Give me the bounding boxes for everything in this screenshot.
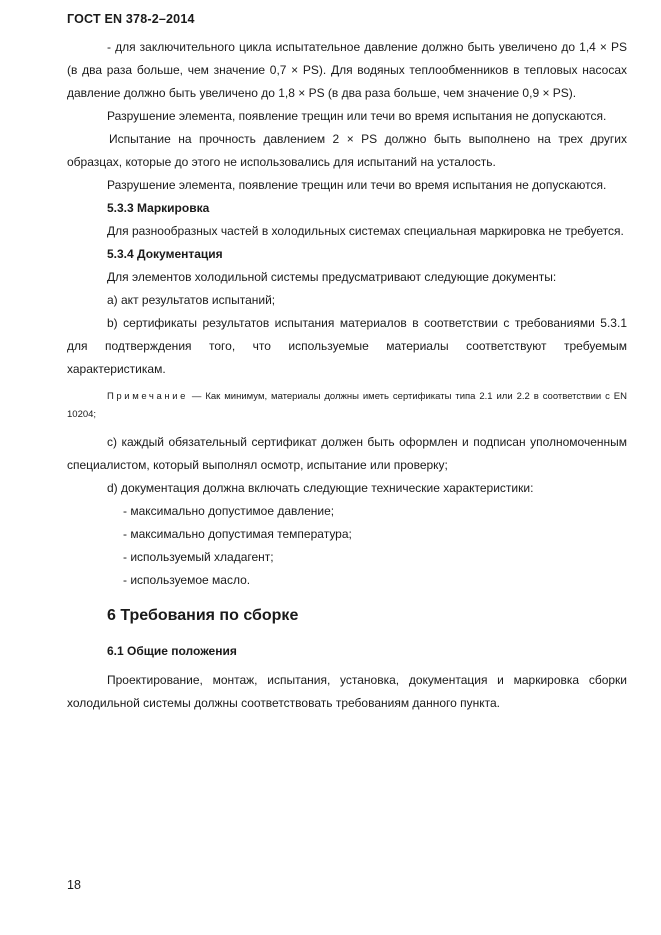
list-item-a: а) акт результатов испытаний;: [107, 293, 276, 307]
document-header: ГОСТ EN 378-2–2014: [67, 12, 195, 26]
page-number: 18: [67, 878, 81, 892]
list-item-d: d) документация должна включать следующие технические характеристики:: [107, 481, 534, 495]
dash-item-oil: - используемое масло.: [123, 573, 251, 587]
paragraph-strength-test: Испытание на прочность давлением 2 × PS должно быть выполнено на трех других образцах, которые до этого не использовались для испытаний на усталость.: [67, 132, 627, 169]
list-item-b: b) сертификаты результатов испытания материалов в соответствии с требованиями 5.3.1 для подтверждения того, что используемые материалы соответствуют требуемым характеристикам.: [67, 316, 627, 376]
section-heading-5-3-4: 5.3.4 Документация: [107, 247, 223, 261]
dash-item-refrigerant: - используемый хладагент;: [123, 550, 274, 564]
note-paragraph: [67, 388, 627, 424]
section-heading-5-3-3: 5.3.3 Маркировка: [107, 201, 210, 215]
paragraph-marking: Для разнообразных частей в холодильных системах специальная маркировка не требуется.: [107, 224, 624, 238]
paragraph-test-pressure: - для заключительного цикла испытательное давление должно быть увеличено до 1,4 × PS (в два раза больше, чем значение 0,7 × PS). Для водяных теплообменников в тепловых насосах давление должно быть увеличено до 1,8 × PS (в два раза больше, чем значение 0,9 × PS).: [67, 40, 627, 100]
dash-item-max-temperature: - максимально допустимая температура;: [123, 527, 352, 541]
paragraph-general: Проектирование, монтаж, испытания, установка, документация и маркировка сборки холодильной системы должны соответствовать требованиям данного пункта.: [67, 673, 627, 710]
paragraph-no-failure-1: Разрушение элемента, появление трещин или течи во время испытания не допускаются.: [107, 109, 607, 123]
list-item-c: c) каждый обязательный сертификат должен быть оформлен и подписан уполномоченным специалистом, который выполнял осмотр, испытание или проверку;: [67, 435, 627, 472]
paragraph-documents: Для элементов холодильной системы предусматривают следующие документы:: [107, 270, 557, 284]
note-label: Примечание: [107, 391, 188, 402]
section-heading-6-1: 6.1 Общие положения: [107, 644, 237, 658]
section-heading-6: 6 Требования по сборке: [107, 607, 299, 624]
note-text: — Как минимум, материалы должны иметь сертификаты типа 2.1 или 2.2 в соответствии с EN 10204;: [67, 391, 627, 420]
paragraph-no-failure-2: Разрушение элемента, появление трещин или течи во время испытания не допускаются.: [107, 178, 607, 192]
dash-item-max-pressure: - максимально допустимое давление;: [123, 504, 335, 518]
document-body: [67, 36, 627, 715]
